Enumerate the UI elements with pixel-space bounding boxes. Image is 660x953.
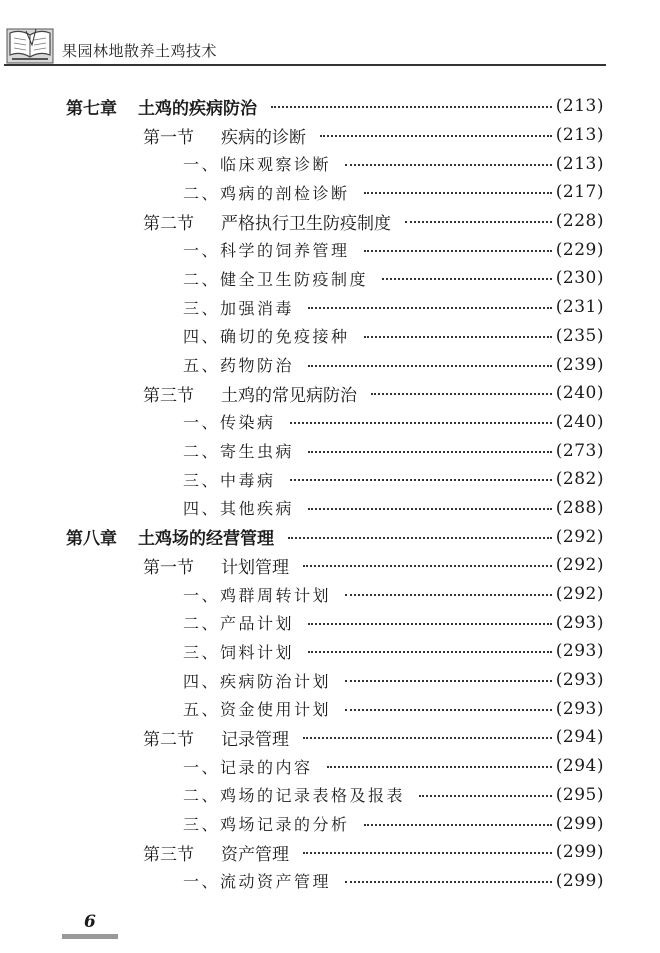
toc-entry-item [0,752,660,781]
toc-entry-page: (293) [555,612,604,633]
book-title: 果园林地散养土鸡技术 [62,42,218,60]
toc-entry-page: (299) [555,813,604,834]
table-of-contents [0,92,660,895]
toc-entry-item [0,264,660,293]
toc-entry-item [0,436,660,465]
toc-entry-item [0,293,660,322]
toc-entry-number: 第八章 [66,529,117,550]
toc-entry-page: (213) [555,153,604,174]
toc-entry-label [143,840,289,865]
toc-entry-number: 第二节 [143,729,194,750]
toc-entry-title: 土鸡场的经营管理 [138,529,274,550]
toc-entry-item [0,350,660,379]
toc-entry-page: (240) [555,411,604,432]
dot-leader [371,393,552,395]
dot-leader [271,106,552,108]
toc-entry-item [0,408,660,437]
toc-entry-item [0,809,660,838]
toc-entry-title: 一、临床观察诊断 [183,155,332,175]
toc-entry-page: (292) [555,584,604,605]
toc-entry-label [183,583,331,606]
dot-leader [345,680,552,682]
toc-entry-page: (239) [555,354,604,375]
dot-leader [364,250,552,252]
toc-entry-section [0,379,660,408]
toc-entry-item [0,465,660,494]
toc-entry-section [0,551,660,580]
toc-entry-page: (240) [555,383,604,404]
toc-entry-label [183,410,276,433]
dot-leader [364,336,552,338]
toc-entry-title: 五、药物防治 [183,356,295,376]
toc-entry-title: 三、中毒病 [183,470,276,490]
toc-entry-title: 四、确切的免疫接种 [183,327,350,347]
toc-entry-page: (299) [555,870,604,891]
toc-entry-title: 记录管理 [221,729,289,750]
dot-leader [327,766,552,768]
toc-entry-label [183,783,405,806]
toc-entry-title: 一、科学的饲养管理 [183,241,350,261]
toc-entry-label [66,94,257,119]
toc-entry-number: 第二节 [143,213,194,234]
toc-entry-title: 五、资金使用计划 [183,700,332,720]
dot-leader [303,852,552,854]
toc-entry-page: (294) [555,727,604,748]
dot-leader [303,737,552,739]
dot-leader [288,537,552,539]
toc-entry-page: (293) [555,641,604,662]
toc-entry-label [183,267,368,290]
toc-entry-title: 疾病的诊断 [221,127,306,148]
toc-entry-title: 一、流动资产管理 [183,872,332,892]
toc-entry-title: 资产管理 [221,844,289,865]
toc-entry-label [183,439,294,462]
dot-leader [419,795,552,797]
toc-entry-title: 二、鸡病的剖检诊断 [183,183,350,203]
toc-entry-page: (282) [555,469,604,490]
toc-entry-label [183,755,313,778]
dot-leader [345,881,552,883]
toc-entry-item [0,867,660,896]
toc-entry-title: 二、寄生虫病 [183,442,295,462]
toc-entry-page: (235) [555,325,604,346]
toc-entry-page: (288) [555,497,604,518]
toc-entry-item [0,149,660,178]
dot-leader [308,508,552,510]
toc-entry-title: 一、传染病 [183,413,276,433]
toc-entry-label [143,553,289,578]
toc-entry-title: 三、饲料计划 [183,642,295,662]
dot-leader [364,824,552,826]
toc-entry-label [183,353,294,376]
toc-entry-title: 土鸡的疾病防治 [138,98,257,119]
toc-entry-page: (295) [555,784,604,805]
toc-entry-label [183,611,294,634]
toc-entry-item [0,637,660,666]
toc-entry-chapter [0,92,660,121]
toc-entry-item [0,494,660,523]
toc-entry-title: 严格执行卫生防疫制度 [221,213,391,234]
toc-entry-label [143,381,357,406]
toc-entry-label [143,123,306,148]
toc-entry-label [143,209,391,234]
footer-bar [62,934,118,939]
toc-entry-item [0,608,660,637]
toc-entry-page: (273) [555,440,604,461]
dot-leader [345,164,552,166]
toc-entry-page: (217) [555,182,604,203]
toc-entry-section [0,207,660,236]
toc-entry-number: 第三节 [143,385,194,406]
toc-entry-section [0,838,660,867]
toc-entry-title: 三、鸡场记录的分析 [183,815,350,835]
toc-entry-item [0,178,660,207]
dot-leader [382,278,552,280]
toc-entry-title: 二、产品计划 [183,614,295,634]
dot-leader [308,623,552,625]
toc-entry-page: (213) [555,125,604,146]
toc-entry-number: 第一节 [143,557,194,578]
toc-entry-item [0,666,660,695]
toc-entry-item [0,235,660,264]
toc-entry-page: (292) [555,555,604,576]
toc-entry-chapter [0,522,660,551]
toc-entry-label [183,181,350,204]
toc-entry-title: 三、加强消毒 [183,298,295,318]
toc-entry-title: 一、记录的内容 [183,757,313,777]
toc-entry-page: (292) [555,526,604,547]
toc-entry-label [183,496,294,519]
dot-leader [303,565,552,567]
toc-entry-label [183,640,294,663]
dot-leader [308,451,552,453]
dot-leader [405,221,552,223]
toc-entry-title: 土鸡的常见病防治 [221,385,357,406]
toc-entry-label [143,725,289,750]
toc-entry-label [183,296,294,319]
open-book-icon [6,25,54,65]
toc-entry-number: 第七章 [66,98,117,119]
toc-entry-page: (293) [555,670,604,691]
toc-entry-title: 四、疾病防治计划 [183,671,332,691]
dot-leader [364,192,552,194]
toc-entry-page: (230) [555,268,604,289]
toc-entry-section [0,121,660,150]
header-rule [4,64,606,66]
toc-entry-label [183,152,331,175]
toc-entry-item [0,580,660,609]
dot-leader [345,709,552,711]
toc-entry-page: (299) [555,842,604,863]
toc-entry-item [0,322,660,351]
toc-entry-label [66,524,274,549]
toc-entry-item [0,694,660,723]
dot-leader [290,479,552,481]
dot-leader [320,135,552,137]
toc-entry-title: 一、鸡群周转计划 [183,585,332,605]
toc-entry-label [183,669,331,692]
toc-entry-title: 二、健全卫生防疫制度 [183,269,369,289]
toc-entry-section [0,723,660,752]
running-header [0,0,660,72]
dot-leader [308,365,552,367]
dot-leader [308,651,552,653]
toc-entry-label [183,468,276,491]
dot-leader [345,594,552,596]
toc-entry-number: 第一节 [143,127,194,148]
toc-entry-number: 第三节 [143,844,194,865]
toc-entry-label [183,697,331,720]
toc-entry-page: (293) [555,698,604,719]
toc-entry-title: 四、其他疾病 [183,499,295,519]
toc-entry-label [183,324,350,347]
dot-leader [290,422,552,424]
toc-entry-page: (229) [555,239,604,260]
toc-entry-label [183,238,350,261]
toc-entry-page: (294) [555,756,604,777]
toc-entry-label [183,812,350,835]
toc-entry-title: 二、鸡场的记录表格及报表 [183,786,406,806]
toc-entry-label [183,869,331,892]
toc-entry-page: (213) [555,96,604,117]
toc-entry-page: (228) [555,211,604,232]
dot-leader [308,307,552,309]
toc-entry-item [0,781,660,810]
toc-entry-title: 计划管理 [221,557,289,578]
toc-entry-page: (231) [555,297,604,318]
page-number: 6 [84,912,96,932]
